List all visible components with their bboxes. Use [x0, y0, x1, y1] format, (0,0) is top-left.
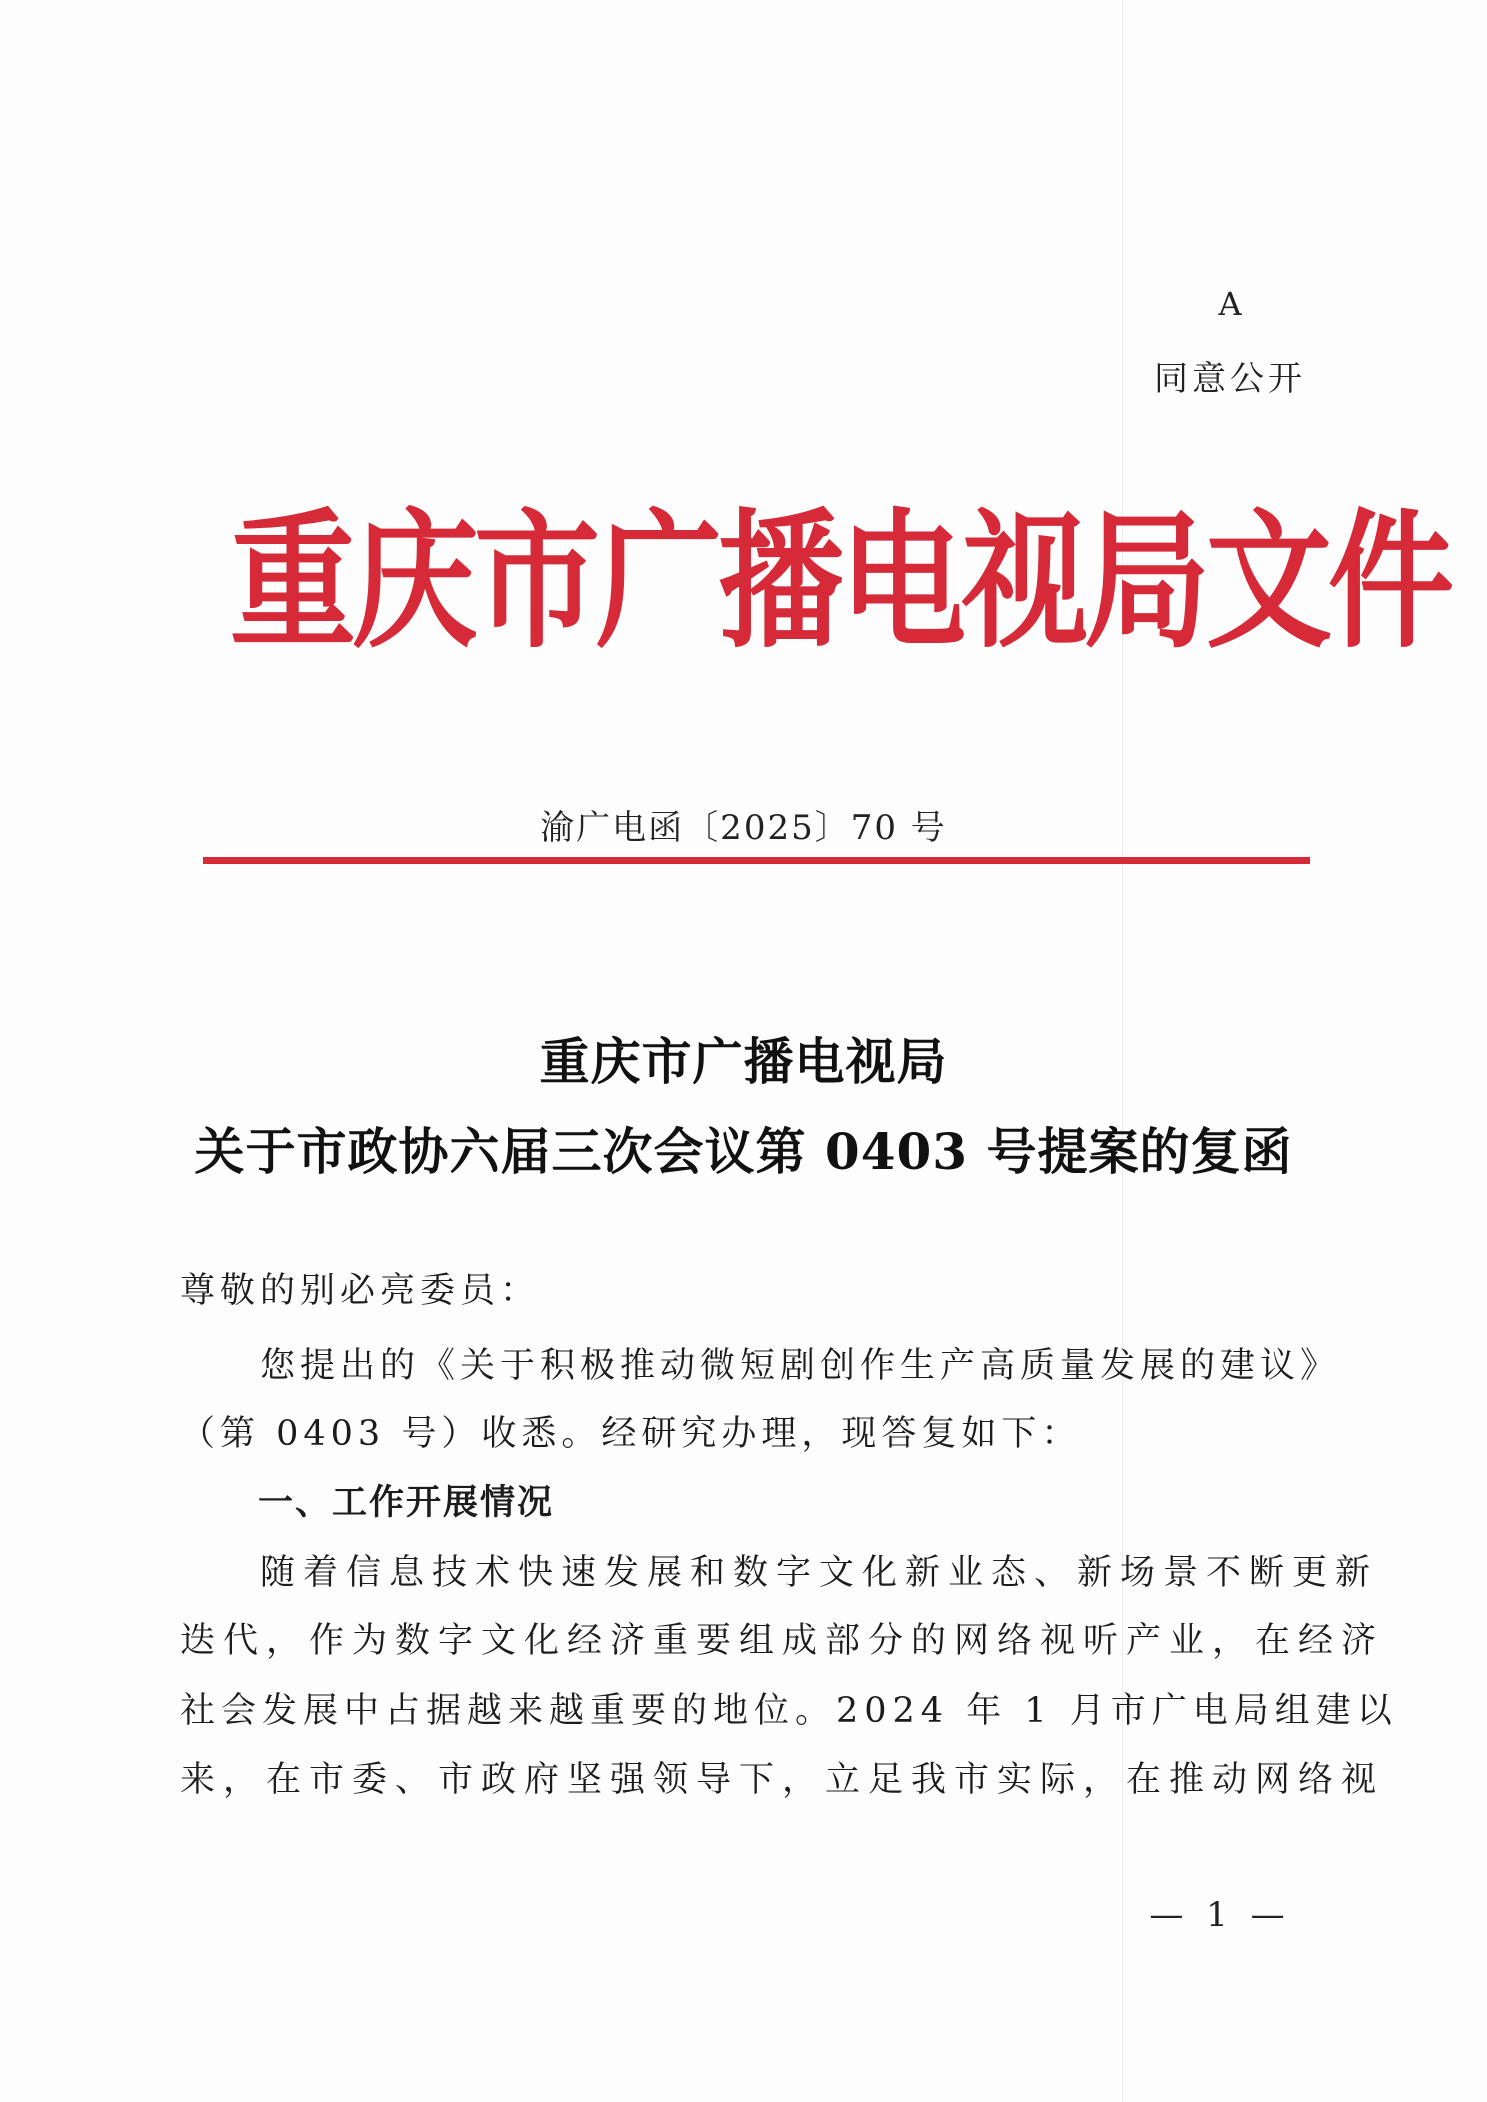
disclosure-label: 同意公开 — [1154, 359, 1306, 399]
paragraph-2-line-1: 随着信息技术快速发展和数字文化新业态、新场景不断更新 — [260, 1553, 1379, 1593]
section-heading-1: 一、工作开展情况 — [258, 1483, 555, 1523]
salutation: 尊敬的别必亮委员： — [180, 1271, 541, 1311]
page-number: — 1 — — [1149, 1895, 1291, 1935]
classification-grade: A — [1218, 285, 1242, 323]
paragraph-2-line-3: 社会发展中占据越来越重要的地位。2024 年 1 月市广电局组建以 — [180, 1691, 1398, 1731]
paragraph-1-line-1: 您提出的《关于积极推动微短剧创作生产高质量发展的建议》 — [260, 1346, 1341, 1386]
paragraph-2-line-2: 迭代，作为数字文化经济重要组成部分的网络视听产业，在经济 — [180, 1621, 1385, 1661]
masthead-title: 重庆市广播电视局文件 — [230, 495, 1450, 669]
document-title-line2: 关于市政协六届三次会议第 0403 号提案的复函 — [194, 1122, 1293, 1181]
paragraph-2-line-4: 来，在市委、市政府坚强领导下，立足我市实际，在推动网络视 — [180, 1760, 1385, 1800]
paragraph-1-line-2: （第 0403 号）收悉。经研究办理，现答复如下： — [180, 1414, 1082, 1454]
red-separator-line — [203, 857, 1310, 864]
document-number: 渝广电函〔2025〕70 号 — [540, 808, 947, 848]
document-title-line1: 重庆市广播电视局 — [539, 1032, 948, 1091]
classification-block — [1130, 285, 1330, 400]
